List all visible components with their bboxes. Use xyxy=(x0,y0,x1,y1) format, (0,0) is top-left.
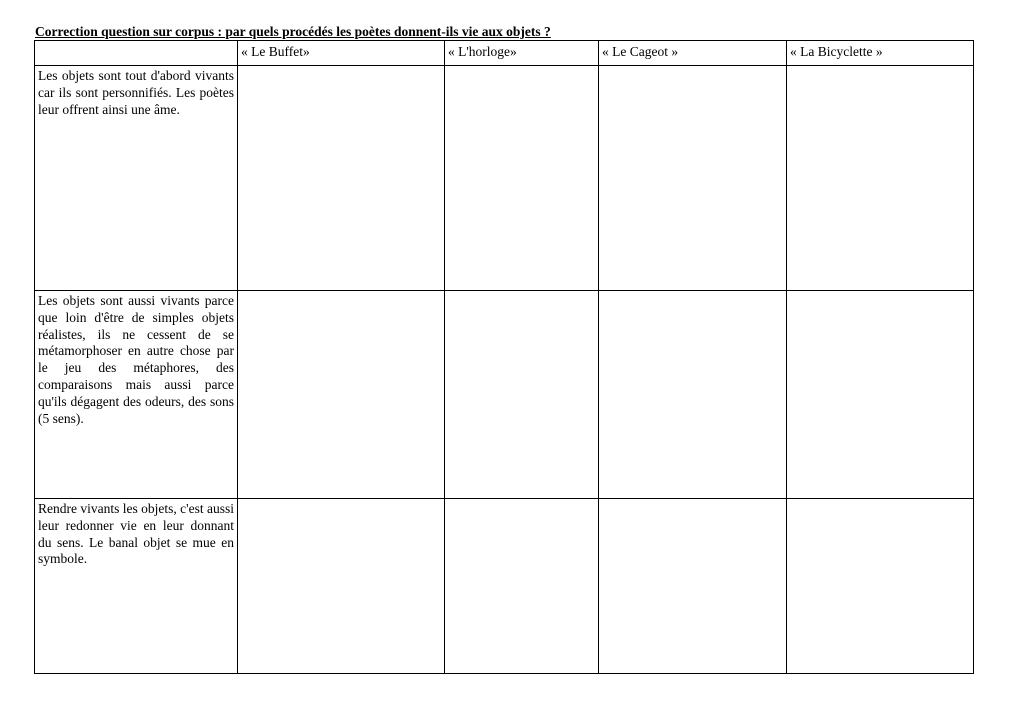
table-cell xyxy=(238,499,445,674)
table-cell xyxy=(238,66,445,291)
corner-cell xyxy=(35,41,238,66)
column-header-le-cageot: « Le Cageot » xyxy=(599,41,787,66)
row-label-personnification: Les objets sont tout d'abord vivants car ils sont personnifiés. Les poètes leur offrent ainsi une âme. xyxy=(35,66,238,291)
column-header-le-buffet: « Le Buffet» xyxy=(238,41,445,66)
table-cell xyxy=(787,66,974,291)
row-label-symbole: Rendre vivants les objets, c'est aussi leur redonner vie en leur donnant du sens. Le banal objet se mue en symbole. xyxy=(35,499,238,674)
table-cell xyxy=(787,291,974,499)
row-label-metamorphose: Les objets sont aussi vivants parce que loin d'être de simples objets réalistes, ils ne cessent de se métamorphoser en autre chose par le jeu des métaphores, des comparaisons mais aussi parce qu'ils dégagent des odeurs, des sons (5 sens). xyxy=(35,291,238,499)
table-cell xyxy=(238,291,445,499)
corpus-table xyxy=(34,40,974,674)
column-header-l-horloge: « L'horloge» xyxy=(445,41,599,66)
table-row xyxy=(35,291,974,499)
table-header-row xyxy=(35,41,974,66)
table-cell xyxy=(787,499,974,674)
table-cell xyxy=(445,66,599,291)
table-cell xyxy=(445,499,599,674)
table-cell xyxy=(445,291,599,499)
column-header-la-bicyclette: « La Bicyclette » xyxy=(787,41,974,66)
table-row xyxy=(35,66,974,291)
document-title: Correction question sur corpus : par quels procédés les poètes donnent-ils vie aux objets ? xyxy=(35,24,551,39)
table-cell xyxy=(599,291,787,499)
table-cell xyxy=(599,499,787,674)
table-cell xyxy=(599,66,787,291)
table-row xyxy=(35,499,974,674)
